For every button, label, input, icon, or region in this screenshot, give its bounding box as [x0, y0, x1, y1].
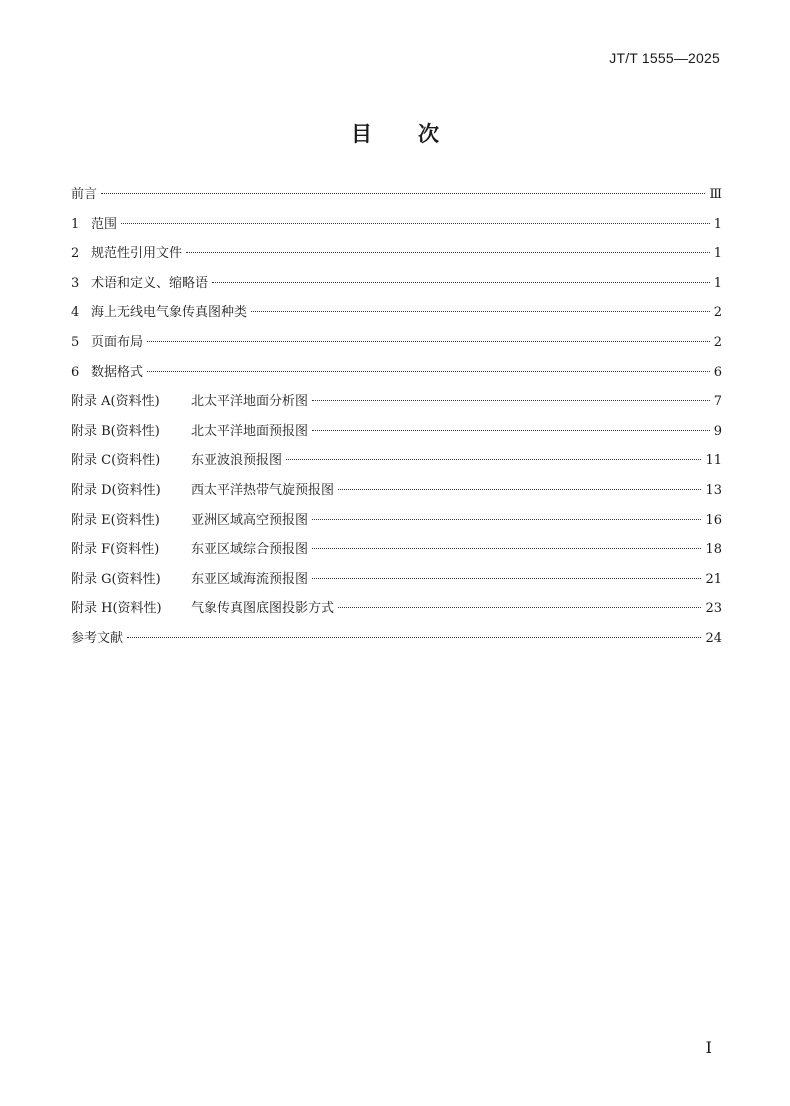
toc-entry-label: 北太平洋地面分析图	[191, 394, 309, 410]
toc-entry-page: 7	[713, 394, 722, 410]
toc-entry-label: 数据格式	[91, 364, 144, 380]
toc-dot-leader	[338, 607, 701, 608]
toc-dot-leader	[101, 193, 705, 194]
toc-dot-leader	[312, 519, 701, 520]
toc-annex-tag: 附录 E(资料性)	[71, 512, 160, 528]
toc-entry-label: 前言	[71, 187, 98, 202]
toc-entry-page: 23	[705, 601, 722, 617]
toc-dot-leader	[147, 371, 710, 372]
toc-dot-leader	[127, 637, 701, 638]
toc-dot-leader	[186, 252, 710, 253]
toc-entry[interactable]	[71, 509, 722, 539]
toc-dot-leader	[338, 489, 701, 490]
toc-entry[interactable]	[71, 449, 722, 479]
toc-entry-label: 东亚区域海流预报图	[191, 571, 309, 587]
toc-entry[interactable]	[71, 361, 722, 391]
toc-entry-number: 2	[71, 246, 80, 262]
toc-entry[interactable]	[71, 272, 722, 302]
toc-entry-page: 9	[713, 423, 722, 439]
page-number: I	[705, 1038, 712, 1057]
toc-dot-leader	[121, 223, 710, 224]
toc-entry[interactable]	[71, 538, 722, 568]
toc-entry-page: 2	[713, 334, 722, 350]
toc-entry[interactable]	[71, 568, 722, 598]
toc-entry-number: 5	[71, 334, 80, 350]
toc-annex-tag: 附录 F(资料性)	[71, 542, 160, 558]
document-number: JT/T 1555—2025	[609, 50, 720, 66]
toc-entry-label: 术语和定义、缩略语	[91, 275, 209, 291]
toc-entry[interactable]	[71, 213, 722, 243]
toc-entry-label: 亚洲区域高空预报图	[191, 512, 309, 528]
toc-entry-number: 6	[71, 364, 80, 380]
toc-annex-tag: 附录 B(资料性)	[71, 423, 160, 439]
toc-entry-label: 规范性引用文件	[91, 246, 183, 262]
toc-entry[interactable]	[71, 627, 722, 657]
toc-dot-leader	[312, 578, 701, 579]
table-of-contents	[71, 183, 722, 657]
toc-entry-label: 北太平洋地面预报图	[191, 423, 309, 439]
toc-entry[interactable]	[71, 242, 722, 272]
toc-entry-page: 24	[705, 630, 722, 646]
toc-dot-leader	[286, 459, 701, 460]
toc-entry[interactable]	[71, 183, 722, 213]
toc-dot-leader	[212, 282, 710, 283]
toc-entry-label: 东亚波浪预报图	[191, 453, 283, 469]
page-title: 目次	[351, 122, 485, 146]
toc-entry-number: 3	[71, 275, 80, 291]
toc-entry[interactable]	[71, 331, 722, 361]
toc-annex-tag: 附录 D(资料性)	[71, 482, 161, 498]
toc-annex-tag: 附录 G(资料性)	[71, 571, 161, 587]
toc-entry-label: 西太平洋热带气旋预报图	[191, 482, 335, 498]
toc-entry-page: 1	[713, 246, 722, 262]
toc-entry-page: 16	[705, 512, 722, 528]
toc-entry-number: 4	[71, 305, 80, 321]
toc-annex-tag: 附录 C(资料性)	[71, 453, 161, 469]
toc-entry-page: 1	[713, 275, 722, 291]
toc-annex-tag: 附录 H(资料性)	[71, 601, 162, 617]
toc-dot-leader	[147, 341, 710, 342]
toc-dot-leader	[312, 430, 710, 431]
toc-dot-leader	[312, 400, 710, 401]
toc-entry[interactable]	[71, 479, 722, 509]
toc-entry-page: 11	[705, 453, 722, 469]
toc-entry-page: 1	[713, 216, 722, 232]
toc-entry-page: 18	[705, 542, 722, 558]
toc-entry-label: 海上无线电气象传真图种类	[91, 305, 248, 321]
toc-entry-label: 参考文献	[71, 630, 124, 646]
toc-entry[interactable]	[71, 597, 722, 627]
toc-entry-label: 页面布局	[91, 334, 144, 350]
toc-entry[interactable]	[71, 301, 722, 331]
toc-entry-page: 21	[705, 571, 722, 587]
toc-entry-number: 1	[71, 216, 80, 232]
toc-entry-page: 6	[713, 364, 722, 380]
toc-entry-label: 范围	[91, 216, 118, 232]
toc-dot-leader	[312, 548, 701, 549]
toc-entry[interactable]	[71, 420, 722, 450]
toc-entry-page: 2	[713, 305, 722, 321]
toc-entry-page: Ⅲ	[709, 187, 722, 202]
toc-entry-label: 气象传真图底图投影方式	[191, 601, 335, 617]
toc-entry[interactable]	[71, 390, 722, 420]
toc-entry-page: 13	[705, 482, 722, 498]
toc-dot-leader	[251, 311, 710, 312]
toc-annex-tag: 附录 A(资料性)	[71, 394, 160, 410]
toc-entry-label: 东亚区域综合预报图	[191, 542, 309, 558]
